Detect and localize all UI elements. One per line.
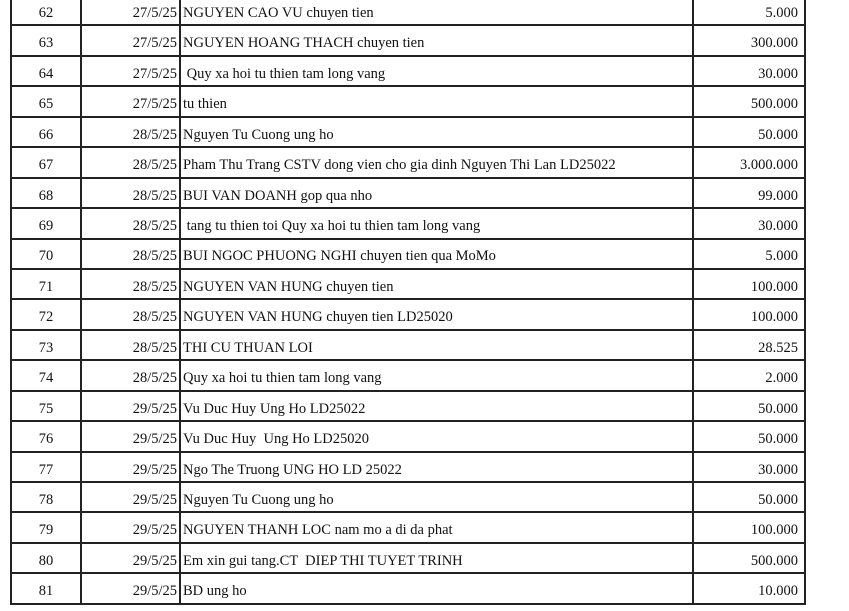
description-cell: Quy xa hoi tu thien tam long vang	[181, 361, 694, 389]
amount-cell: 50.000	[758, 491, 798, 508]
description-cell: BUI VAN DOANH gop qua nho	[181, 179, 694, 207]
amount-cell: 2.000	[765, 370, 798, 387]
amount-cell: 30.000	[758, 461, 798, 478]
table-row	[12, 300, 804, 330]
description-cell: THI CU THUAN LOI	[181, 331, 694, 359]
description-cell: Nguyen Tu Cuong ung ho	[181, 483, 694, 511]
date-cell: 28/5/25	[82, 118, 181, 146]
row-number-cell: 75	[12, 392, 82, 420]
amount-cell: 50.000	[758, 126, 798, 143]
table-row	[12, 270, 804, 300]
amount-cell: 5.000	[765, 248, 798, 265]
date-cell: 28/5/25	[82, 300, 181, 328]
amount-cell: 100.000	[750, 309, 798, 326]
table-row	[12, 87, 804, 117]
row-number-cell: 65	[12, 87, 82, 115]
row-number-cell: 70	[12, 240, 82, 268]
table-row	[12, 209, 804, 239]
description-cell: Vu Duc Huy Ung Ho LD25020	[181, 422, 694, 450]
amount-cell: 50.000	[758, 431, 798, 448]
description-cell: BUI NGOC PHUONG NGHI chuyen tien qua MoMo	[181, 240, 694, 268]
amount-cell: 30.000	[758, 65, 798, 82]
description-cell: NGUYEN VAN HUNG chuyen tien	[181, 270, 694, 298]
row-number-cell: 80	[12, 544, 82, 572]
table-row	[12, 57, 804, 87]
amount-cell: 28.525	[758, 339, 798, 356]
row-number-cell: 72	[12, 300, 82, 328]
date-cell: 27/5/25	[82, 0, 181, 24]
amount-cell: 5.000	[765, 4, 798, 21]
amount-cell: 300.000	[750, 35, 798, 52]
row-number-cell: 79	[12, 513, 82, 541]
description-cell: NGUYEN HOANG THACH chuyen tien	[181, 26, 694, 54]
date-cell: 29/5/25	[82, 422, 181, 450]
date-cell: 27/5/25	[82, 26, 181, 54]
table-row	[12, 0, 804, 26]
description-cell: NGUYEN CAO VU chuyen tien	[181, 0, 694, 24]
description-cell: tu thien	[181, 87, 694, 115]
row-number-cell: 81	[12, 574, 82, 602]
row-number-cell: 68	[12, 179, 82, 207]
row-number-cell: 73	[12, 331, 82, 359]
date-cell: 28/5/25	[82, 361, 181, 389]
row-number-cell: 64	[12, 57, 82, 85]
date-cell: 27/5/25	[82, 87, 181, 115]
table-row	[12, 331, 804, 361]
date-cell: 28/5/25	[82, 270, 181, 298]
date-cell: 29/5/25	[82, 544, 181, 572]
row-number-cell: 63	[12, 26, 82, 54]
table-row	[12, 392, 804, 422]
table-row	[12, 240, 804, 270]
description-cell: BD ung ho	[181, 574, 694, 602]
table-row	[12, 574, 804, 604]
date-cell: 29/5/25	[82, 453, 181, 481]
amount-cell: 100.000	[750, 522, 798, 539]
row-number-cell: 77	[12, 453, 82, 481]
amount-cell: 500.000	[750, 552, 798, 569]
row-number-cell: 74	[12, 361, 82, 389]
table-row	[12, 179, 804, 209]
table-row	[12, 148, 804, 178]
amount-cell: 30.000	[758, 218, 798, 234]
description-cell: Pham Thu Trang CSTV dong vien cho gia dinh Nguyen Thi Lan LD25022	[181, 148, 694, 176]
table-row	[12, 361, 804, 391]
amount-cell: 3.000.000	[740, 157, 798, 174]
description-cell: Quy xa hoi tu thien tam long vang	[181, 57, 694, 85]
date-cell: 29/5/25	[82, 513, 181, 541]
date-cell: 28/5/25	[82, 240, 181, 268]
table-row	[12, 118, 804, 148]
date-cell: 27/5/25	[82, 57, 181, 85]
amount-cell: 50.000	[758, 400, 798, 417]
table-row	[12, 513, 804, 543]
row-number-cell: 67	[12, 148, 82, 176]
date-cell: 29/5/25	[82, 392, 181, 420]
date-cell: 29/5/25	[82, 574, 181, 602]
table-row	[12, 422, 804, 452]
description-cell: NGUYEN VAN HUNG chuyen tien LD25020	[181, 300, 694, 328]
donation-table	[10, 0, 806, 605]
date-cell: 28/5/25	[82, 148, 181, 176]
date-cell: 28/5/25	[82, 209, 181, 237]
description-cell: Ngo The Truong UNG HO LD 25022	[181, 453, 694, 481]
table-row	[12, 483, 804, 513]
amount-cell: 100.000	[750, 278, 798, 295]
row-number-cell: 69	[12, 209, 82, 237]
description-cell: Nguyen Tu Cuong ung ho	[181, 118, 694, 146]
row-number-cell: 62	[12, 0, 82, 24]
table-row	[12, 453, 804, 483]
date-cell: 28/5/25	[82, 179, 181, 207]
date-cell: 28/5/25	[82, 331, 181, 359]
description-cell: Em xin gui tang.CT DIEP THI TUYET TRINH	[181, 544, 694, 572]
row-number-cell: 66	[12, 118, 82, 146]
date-cell: 29/5/25	[82, 483, 181, 511]
amount-cell: 500.000	[750, 96, 798, 113]
amount-cell: 10.000	[758, 583, 798, 600]
table-row	[12, 544, 804, 574]
row-number-cell: 71	[12, 270, 82, 298]
table-row	[12, 26, 804, 56]
amount-cell: 99.000	[758, 187, 798, 204]
row-number-cell: 78	[12, 483, 82, 511]
description-cell: NGUYEN THANH LOC nam mo a di da phat	[181, 513, 694, 541]
description-cell: Vu Duc Huy Ung Ho LD25022	[181, 392, 694, 420]
description-cell: tang tu thien toi Quy xa hoi tu thien tam long vang	[181, 209, 694, 237]
row-number-cell: 76	[12, 422, 82, 450]
